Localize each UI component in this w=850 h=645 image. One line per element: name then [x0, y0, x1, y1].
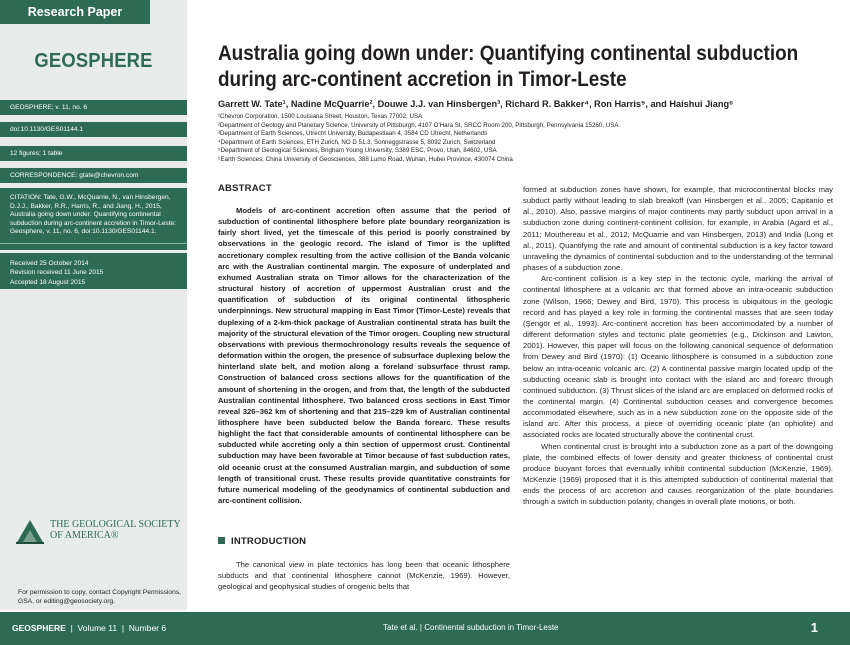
gsa-name-line1: THE GEOLOGICAL SOCIETY: [50, 519, 181, 530]
affiliations: [218, 113, 818, 164]
geosphere-logo: GEOSPHERE: [34, 50, 153, 72]
permission-notice: For permission to copy, contact Copyright Permissions, GSA, or editing@geosociety.org.: [18, 589, 182, 605]
affiliation-5: ⁵Department of Geological Sciences, Brigham Young University, S389 ESC, Provo, Utah, 84602, USA: [218, 147, 497, 154]
figure-count: 12 figures; 1 table: [10, 150, 63, 157]
footer-journal-name: GEOSPHERE: [12, 623, 66, 633]
footer-journal: [12, 623, 166, 633]
affiliation-6: ⁶Earth Sciences, China University of Geosciences, 388 Lumo Road, Wuhan, Hubei Province, 430074 China: [218, 155, 513, 163]
doi-block: [0, 122, 187, 137]
introduction-paragraph-1: The canonical view in plate tectonics has long been that oceanic lithosphere subducts and that continental lithosphere cannot (McKenzie, 1969). However, geological and geophysical studies of orogenic belts that: [218, 560, 510, 592]
author-list: Garrett W. Tate¹, Nadine McQuarrie², Douwe J.J. van Hinsbergen³, Richard R. Bakker⁴, Ron Harris⁵, and Haishui Jiang⁶: [218, 99, 734, 109]
footer-running-head: Tate et al. | Continental subduction in Timor-Leste: [383, 623, 559, 632]
research-paper-tab: [0, 0, 187, 24]
title-line-1: Australia going down under: Quantifying continental subduction: [218, 41, 799, 65]
volume-info: GEOSPHERE; v. 11, no. 6: [10, 104, 88, 111]
intro-paragraph-2: Arc-continent collision is a key step in the tectonic cycle, marking the arrival of continental lithosphere at a volcanic arc that formed above an intra-oceanic subduction zone (Wilson, 1966; Dewey and Bird, 1970). This process is ubiquitous in the geologic record and has played a key role in forming the continental masses that are seen today (Şengör et al., 1993). Arc-continent accretion has been accommodated by a number of different deformation styles and tectonic plate geometries (e.g., Dickinson and Lawton, 2001). However, this paper will focus on the following canonical sequence of deformation from Dewey and Bird (1970): (1) Oceanic lithosphere is consumed in a subduction zone below an intra-oceanic volcanic arc. (2) A continental passive margin located updip of the subducting oceanic slab is brought into contact with the island arc and forearc through continued subduction. (3) Thrust slices of the island arc are emplaced on deformed rocks of the continental margin. (4) Continental subduction ceases and convergence becomes accommodated elsewhere, such as in a new subduction zone on the opposite side of the island arc. After this process, a piece of overriding oceanic plate (an ophiolite) and associated rocks are located structurally above the continental crust.: [523, 274, 833, 440]
footer-sep-1: |: [68, 623, 76, 633]
abstract-text: Models of arc-continent accretion often assume that the period of subduction of continental lithosphere before plate boundary reorganization is fairly short lived, yet the timescale of this period is poorly constrained by observations in the geologic record. The island of Timor is the uplifted accretionary complex resulting from the active collision of the Banda volcanic arc with the Australian continental margin. The exposure of underplated and exhumed Australian strata on Timor allows for the characterization of the structural history of accretion of uppermost Australian crust and the quantification of subduction of its original continental lithospheric underpinnings. New structural mapping in East Timor (Timor-Leste) reveals that duplexing of a 2-km-thick package of Australian continental strata has built the majority of the structural elevation of the Timor orogen. Coupling new structural observations with previous thermochronology results reveals the sequence of deformation within the orogen, the presence of subsurface duplexing below the hinterland slate belt, and motion along a foreland subsurface thrust ramp. Construction of balanced cross sections allows for the quantification of the amount of shortening in the orogen, and from that, the length of the subducted Australian continental lithosphere. Two balanced cross sections in East Timor reveal 326–362 km of shortening and that 215–229 km of Australian continental lithosphere have been subducted below the Banda forearc. These results highlight the fact that considerable amounts of continental lithosphere can be subducted while accreting only a thin section of uppermost crust. Continental subduction may have been favorable at Timor because of fast subduction rates, old oceanic crust at the consumed Australian margin, and subduction of some length of transitional crust. These results provide quantitative constraints for future numerical modeling of the geodynamics of continental subduction and arc-continent collision.: [218, 206, 510, 506]
introduction-heading: [218, 536, 306, 547]
affiliation-3: ³Department of Earth Sciences, Utrecht University, Budapestlaan 4, 3584 CD Utrecht, Netherlands: [218, 130, 488, 137]
page-number: 1: [810, 620, 818, 635]
footer-sep-2: |: [119, 623, 127, 633]
figures-block: [0, 146, 187, 161]
gsa-logo: [14, 516, 184, 550]
title-line-2: during arc-continent accretion in Timor-Leste: [218, 67, 627, 91]
footer-number: Number 6: [128, 623, 167, 633]
affiliation-2: ²Department of Geology and Planetary Science, University of Pittsburgh, 4107 O'Hara St, SRCC Room 200, Pittsburgh, Pennsylvania 15260, USA: [218, 121, 619, 129]
affiliation-1: ¹Chevron Corporation, 1500 Louisiana Street, Houston, Texas 77002, USA: [218, 113, 423, 120]
abstract-heading: ABSTRACT: [218, 183, 272, 194]
research-paper-label: Research Paper: [0, 0, 150, 24]
revision-date: Revision received 11 June 2015: [10, 269, 104, 277]
article-info-block: [0, 100, 187, 115]
section-marker-icon: [218, 537, 225, 544]
gsa-name: [50, 519, 181, 541]
right-column: [523, 184, 833, 508]
introduction-heading-text: INTRODUCTION: [231, 536, 307, 547]
dates-block: [0, 253, 187, 289]
gsa-emblem-icon: [14, 516, 46, 546]
gsa-name-line2: OF AMERICA®: [50, 530, 119, 541]
correspondence-email[interactable]: CORRESPONDENCE: gtate@chevron.com: [10, 172, 139, 179]
correspondence-block: [0, 168, 187, 183]
doi-link[interactable]: doi:10.1130/GES01144.1: [10, 126, 84, 133]
sidebar: [0, 0, 187, 610]
citation-text: CITATION: Tate, G.W., McQuarrie, N., van Hinsbergen, D.J.J., Bakker, R.R., Harris, R., and Jiang, H., 2015, Australia going down under: Quantifying continental subduction during arc-continent accretion in Timor-Leste: Geosphere, v. 11, no. 6, doi:10.1130/GES01144.1.: [0, 188, 187, 244]
intro-paragraph-3: When continental crust is brought into a subduction zone as a part of the downgoing plate, the combined effects of lower density and greater thickness of continental crust produce buoyant forces that eventually inhibit continental subduction (McKenzie, 1969). McKenzie (1969) proposed that it is this attempted subduction of continental material that ends the process of arc accretion and causes reorganization of the plate boundaries through a switch in subduction polarity, changes in overall plate motions, or both.: [523, 441, 833, 507]
affiliation-4: ⁴Department of Earth Sciences, ETH Zurich, NO D 51.3, Sonneggstrasse 5, 8092 Zurich, Switzerland: [218, 138, 496, 146]
footer-volume: Volume 11: [77, 623, 118, 633]
citation-block: [0, 188, 187, 250]
intro-paragraph-1-continued: formed at subduction zones have shown, for example, that microcontinental blocks may subduct partly without leading to slab breakoff (van Hinsbergen et al., 2005; Capitanio et al., 2010). Also, passive margins of major continents may partly subduct upon arrival in a subduction zone during continent-continent collision, for example, in Arabia (Agard et al., 2011; Mouthereau et al., 2012; McQuarrie and van Hinsbergen, 2013) and India (Long et al., 2011). Quantifying the rate and amount of continental subduction is a key factor toward unraveling the dynamics of continental subduction and to the understanding of the terminal phases of a subduction zone.: [523, 185, 833, 273]
page-footer: [0, 612, 850, 645]
article-title: [218, 40, 799, 92]
accepted-date: Accepted 18 August 2015: [10, 278, 86, 286]
received-date: Received 25 October 2014: [10, 260, 89, 267]
dates-list: [0, 253, 187, 293]
